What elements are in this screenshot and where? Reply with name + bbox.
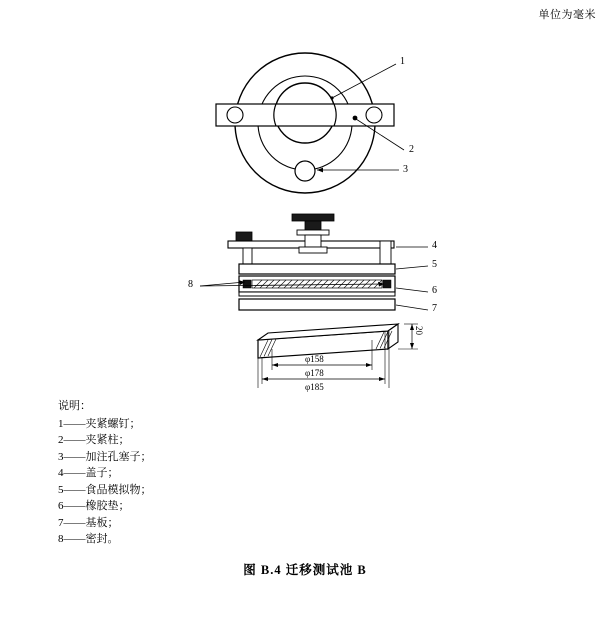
center-clamp-post bbox=[305, 235, 321, 247]
migration-cell-drawing bbox=[0, 18, 610, 388]
top-view-group bbox=[216, 53, 404, 193]
knob-top bbox=[292, 214, 334, 221]
legend-item-6: 6——橡胶垫； bbox=[58, 500, 130, 512]
callout-label-2: 2 bbox=[409, 144, 414, 155]
legend bbox=[58, 398, 152, 548]
callout-label-5: 5 bbox=[432, 259, 437, 270]
unit-note: 单位为毫米 bbox=[538, 9, 596, 21]
callout-label-6: 6 bbox=[432, 285, 437, 296]
dim-arrow-158-right bbox=[366, 363, 372, 367]
dim-arrow-178-left bbox=[262, 377, 268, 381]
side-view-group bbox=[200, 214, 428, 310]
knob-stem bbox=[305, 221, 321, 230]
legend-item-1: 1——夹紧螺钉； bbox=[58, 417, 141, 430]
legend-item-5: 5——食品模拟物； bbox=[58, 483, 152, 496]
dim-label-20: 20 bbox=[414, 326, 424, 335]
leader-line-5 bbox=[396, 266, 428, 269]
dim-label-185: φ185 bbox=[305, 382, 324, 392]
leader-dot-1 bbox=[330, 96, 333, 99]
seal-right bbox=[383, 280, 391, 288]
dim-arrow-158-left bbox=[272, 363, 278, 367]
base-plate bbox=[239, 299, 395, 310]
legend-item-2: 2——夹紧柱； bbox=[58, 434, 130, 446]
right-clamp-post bbox=[380, 241, 391, 267]
dim-arrow-178-right bbox=[379, 377, 385, 381]
figure-caption: 图 B.4 迁移测试池 B bbox=[243, 563, 367, 577]
clamp-bar-right-hole bbox=[366, 107, 382, 123]
knob-left bbox=[236, 232, 252, 241]
callout-label-8: 8 bbox=[188, 279, 193, 290]
callout-label-1: 1 bbox=[400, 56, 405, 67]
leader-line-7 bbox=[396, 305, 428, 310]
figure-area bbox=[0, 18, 610, 392]
bottom-plate-group bbox=[258, 324, 418, 388]
dim-arrow-20-bottom bbox=[410, 343, 414, 349]
legend-item-8: 8——密封。 bbox=[58, 533, 119, 545]
leader-line-6 bbox=[396, 288, 428, 292]
legend-item-7: 7——基板； bbox=[58, 516, 119, 529]
clamp-bar-left-hole bbox=[227, 107, 243, 123]
fill-hole-plug bbox=[295, 161, 315, 181]
legend-title: 说明： bbox=[58, 400, 91, 412]
center-pressure-pad bbox=[299, 247, 327, 253]
rubber-gasket bbox=[239, 292, 395, 296]
callout-label-4: 4 bbox=[432, 240, 437, 251]
left-clamp-post bbox=[243, 248, 252, 264]
dim-label-158: φ158 bbox=[305, 354, 324, 364]
legend-item-4: 4——盖子； bbox=[58, 467, 119, 479]
knob-washer bbox=[297, 230, 329, 235]
callout-label-3: 3 bbox=[403, 164, 408, 175]
legend-item-3: 3——加注孔塞子； bbox=[58, 450, 152, 463]
seal-left bbox=[243, 280, 251, 288]
dim-label-178: φ178 bbox=[305, 368, 324, 378]
callout-label-7: 7 bbox=[432, 303, 437, 314]
lid-plate bbox=[239, 264, 395, 274]
